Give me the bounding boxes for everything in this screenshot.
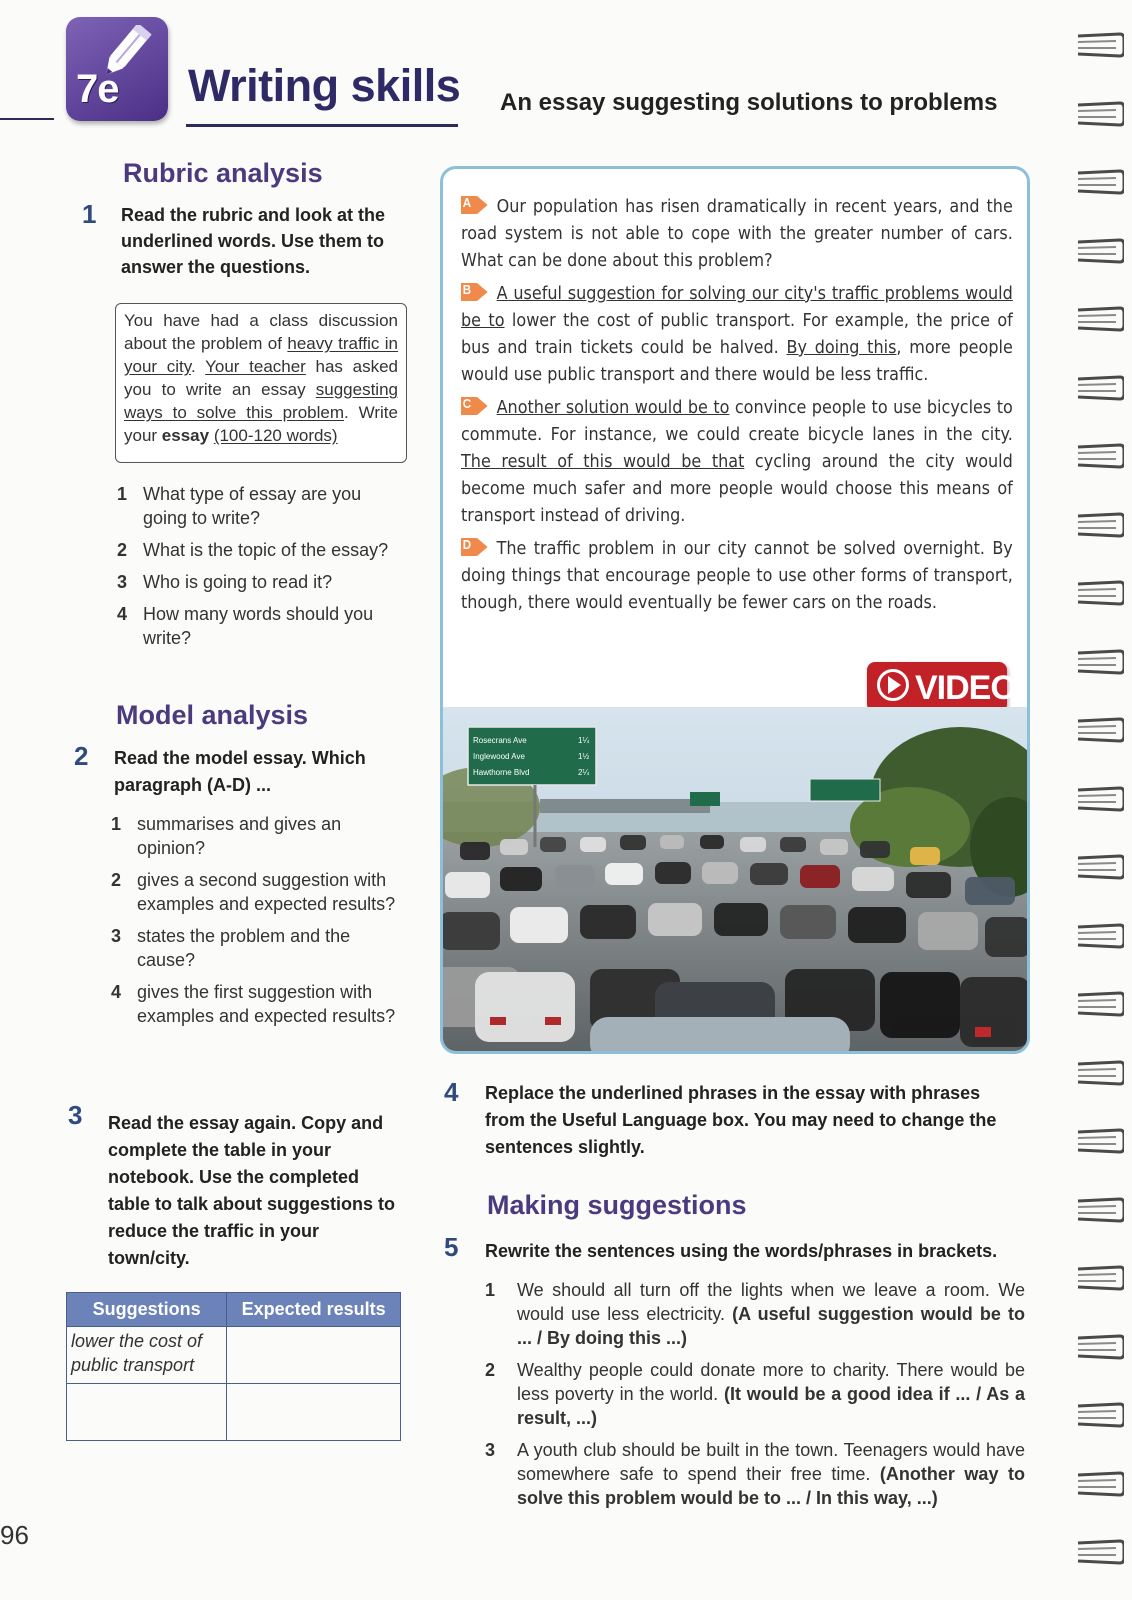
binding-ring	[1076, 373, 1124, 403]
rubric-underline: (100-120 words)	[213, 426, 338, 445]
heading-making-suggestions: Making suggestions	[487, 1190, 747, 1220]
making-suggestions-items	[485, 1278, 1025, 1518]
item-text: What type of essay are you going to write?	[143, 484, 362, 528]
binding-ring	[1076, 784, 1124, 814]
paragraph-marker	[461, 195, 488, 213]
paragraph-text: cycling around the city would become much safer and more people would choose this means of transport instead of driving.	[461, 451, 1013, 526]
exercise-4-number: 4	[444, 1077, 459, 1107]
item-text: gives a second suggestion with examples and expected results?	[137, 870, 396, 914]
sign-text: 1¼	[578, 736, 590, 745]
essay-paragraph-b	[461, 280, 1013, 388]
binding-ring	[1076, 30, 1124, 60]
binding-ring	[1076, 921, 1124, 951]
item-bold: (A useful suggestion would be to ... / By doing this ...)	[517, 1304, 1025, 1348]
paragraph-marker	[461, 396, 488, 414]
table-cell	[227, 1384, 401, 1441]
binding-ring	[1076, 1469, 1124, 1499]
exercise-1-number: 1	[82, 199, 97, 229]
rubric-text: .	[191, 357, 206, 376]
rubric-text: You have had a class discussion about the problem of	[124, 311, 398, 353]
underlined-phrase: A useful suggestion for solving our city's traffic problems would be to	[461, 283, 1013, 331]
heading-rubric-analysis: Rubric analysis	[123, 158, 323, 188]
list-item	[111, 980, 401, 1028]
underlined-phrase: The result of this would be that	[461, 451, 745, 472]
item-number: 4	[111, 982, 122, 1002]
sign-text: Inglewood Ave	[473, 752, 525, 761]
rubric-questions	[117, 482, 407, 658]
table-cell	[67, 1384, 227, 1441]
item-text: What is the topic of the essay?	[143, 540, 389, 560]
list-item	[117, 482, 407, 530]
exercise-3-instruction: Read the essay again. Copy and complete the table in your notebook. Use the completed table to talk about suggestions to reduce the traffic in your town/city.	[108, 1113, 396, 1268]
paragraph-text: Our population has risen dramatically in recent years, and the road system is not able to cope with the greater number of cars. What can be done about this problem?	[461, 196, 1013, 271]
exercise-5-instruction: Rewrite the sentences using the words/phrases in brackets.	[485, 1241, 998, 1261]
item-number: 1	[117, 484, 128, 504]
paragraph-text: lower the cost of public transport. For example, the price of bus and train tickets could be halved.	[461, 310, 1013, 358]
binding-ring	[1076, 578, 1124, 608]
binding-ring	[1076, 236, 1124, 266]
binding-ring	[1076, 1537, 1124, 1567]
list-item	[485, 1278, 1025, 1350]
item-text: gives the first suggestion with examples and expected results?	[137, 982, 396, 1026]
video-button[interactable]	[867, 662, 1016, 712]
item-text: summarises and gives an opinion?	[137, 814, 342, 858]
binding-ring	[1076, 167, 1124, 197]
item-text: Who is going to read it?	[143, 572, 333, 592]
play-icon-triangle	[888, 676, 901, 694]
rubric-text: . Write your	[124, 403, 398, 445]
suggestions-table	[66, 1292, 401, 1441]
video-label: VIDEO	[915, 669, 1016, 707]
traffic-photo	[440, 707, 1030, 1054]
sign-text: 1½	[578, 752, 590, 761]
item-text: Wealthy people could donate more to charity. There would be less poverty in the world.	[517, 1360, 1025, 1404]
exercise-4-instruction: Replace the underlined phrases in the essay with phrases from the Useful Language box. You may need to change the sentences slightly.	[485, 1083, 997, 1157]
item-text: How many words should you write?	[143, 604, 374, 648]
sign-text: Hawthorne Blvd	[473, 768, 530, 777]
essay-paragraph-a	[461, 193, 1013, 274]
list-item	[117, 570, 407, 594]
unit-number: 7e	[76, 67, 119, 111]
model-analysis-items	[111, 812, 401, 1036]
item-number: 1	[485, 1280, 496, 1300]
binding-ring	[1076, 510, 1124, 540]
page-number: 96	[0, 1520, 29, 1550]
marker-label: D	[462, 537, 472, 552]
exercise-2-instruction: Read the model essay. Which paragraph (A-D) ...	[114, 748, 366, 795]
binding-ring	[1076, 715, 1124, 745]
binding-ring	[1076, 1126, 1124, 1156]
list-item	[485, 1358, 1025, 1430]
page-subtitle: An essay suggesting solutions to problems	[500, 89, 998, 116]
paragraph-text: convince people to use bicycles to commute. For instance, we could create bicycle lanes in the city.	[461, 397, 1013, 445]
list-item	[117, 538, 407, 562]
item-text: We should all turn off the lights when we leave a room. We would use less electricity.	[517, 1280, 1025, 1324]
list-item	[111, 924, 401, 972]
binding-ring	[1076, 99, 1124, 129]
table-cell: lower the cost of public transport	[67, 1327, 227, 1384]
item-number: 2	[117, 540, 128, 560]
column-header: Suggestions	[67, 1293, 227, 1327]
unit-badge	[66, 17, 168, 121]
list-item	[117, 602, 407, 650]
essay-paragraph-c	[461, 394, 1013, 529]
item-number: 4	[117, 604, 128, 624]
item-number: 2	[111, 870, 122, 890]
essay-paragraph-d	[461, 535, 1013, 616]
item-number: 3	[485, 1440, 496, 1460]
binding-ring	[1076, 647, 1124, 677]
list-item	[111, 868, 401, 916]
paragraph-text: The traffic problem in our city cannot be solved overnight. By doing things that encourage people to use other forms of transport, though, there would eventually be fewer cars on the roads.	[461, 538, 1013, 613]
marker-label: A	[462, 195, 472, 210]
model-essay-box	[440, 166, 1030, 1054]
binding-ring	[1076, 304, 1124, 334]
item-bold: (Another way to solve this problem would be to ... / In this way, ...)	[517, 1464, 1025, 1508]
rubric-box	[115, 303, 407, 463]
rubric-underline: suggesting ways to solve this problem	[124, 380, 398, 422]
item-number: 2	[485, 1360, 496, 1380]
title-underline	[186, 124, 458, 127]
item-number: 3	[111, 926, 122, 946]
paragraph-text: , more people would use public transport and there would be less traffic.	[461, 337, 1013, 385]
underlined-phrase: Another solution would be to	[496, 397, 730, 418]
table-row	[67, 1327, 401, 1384]
item-bold: (It would be a good idea if ... / As a result, ...)	[517, 1384, 1026, 1428]
table-cell	[227, 1327, 401, 1384]
marker-label: C	[462, 396, 472, 411]
binding-ring	[1076, 852, 1124, 882]
paragraph-marker	[461, 282, 488, 300]
item-text: A youth club should be built in the town. Teenagers would have somewhere safe to spend their free time.	[517, 1440, 1025, 1484]
binding-ring	[1076, 1195, 1124, 1225]
essay-text	[461, 193, 1013, 622]
rubric-underline: heavy traffic in your city	[124, 334, 398, 376]
exercise-1-instruction: Read the rubric and look at the underlined words. Use them to answer the questions.	[121, 205, 386, 277]
marker-label: B	[462, 282, 472, 297]
exercise-5-number: 5	[444, 1232, 459, 1262]
list-item	[485, 1438, 1025, 1510]
rubric-bold: essay	[161, 426, 210, 445]
exercise-2-number: 2	[74, 741, 89, 771]
underlined-phrase: By doing this	[786, 337, 897, 358]
binding-ring	[1076, 1263, 1124, 1293]
binding-ring	[1076, 441, 1124, 471]
item-number: 1	[111, 814, 122, 834]
item-number: 3	[117, 572, 128, 592]
binding-ring	[1076, 989, 1124, 1019]
page-title: Writing skills	[188, 60, 461, 111]
sign-text: 2¼	[578, 768, 590, 777]
table-header-row	[67, 1293, 401, 1327]
binding-ring	[1076, 1400, 1124, 1430]
heading-model-analysis: Model analysis	[116, 700, 309, 730]
rubric-text: has asked you to write an essay	[124, 357, 398, 399]
paragraph-marker	[461, 537, 488, 555]
sign-text: Rosecrans Ave	[473, 736, 527, 745]
binding-ring	[1076, 1058, 1124, 1088]
item-text: states the problem and the cause?	[137, 926, 351, 970]
exercise-3-number: 3	[68, 1100, 83, 1130]
binding-ring	[1076, 1332, 1124, 1362]
table-row	[67, 1384, 401, 1441]
rubric-underline: Your teacher	[205, 357, 306, 376]
column-header: Expected results	[227, 1293, 401, 1327]
header-rule-left	[0, 118, 54, 120]
list-item	[111, 812, 401, 860]
